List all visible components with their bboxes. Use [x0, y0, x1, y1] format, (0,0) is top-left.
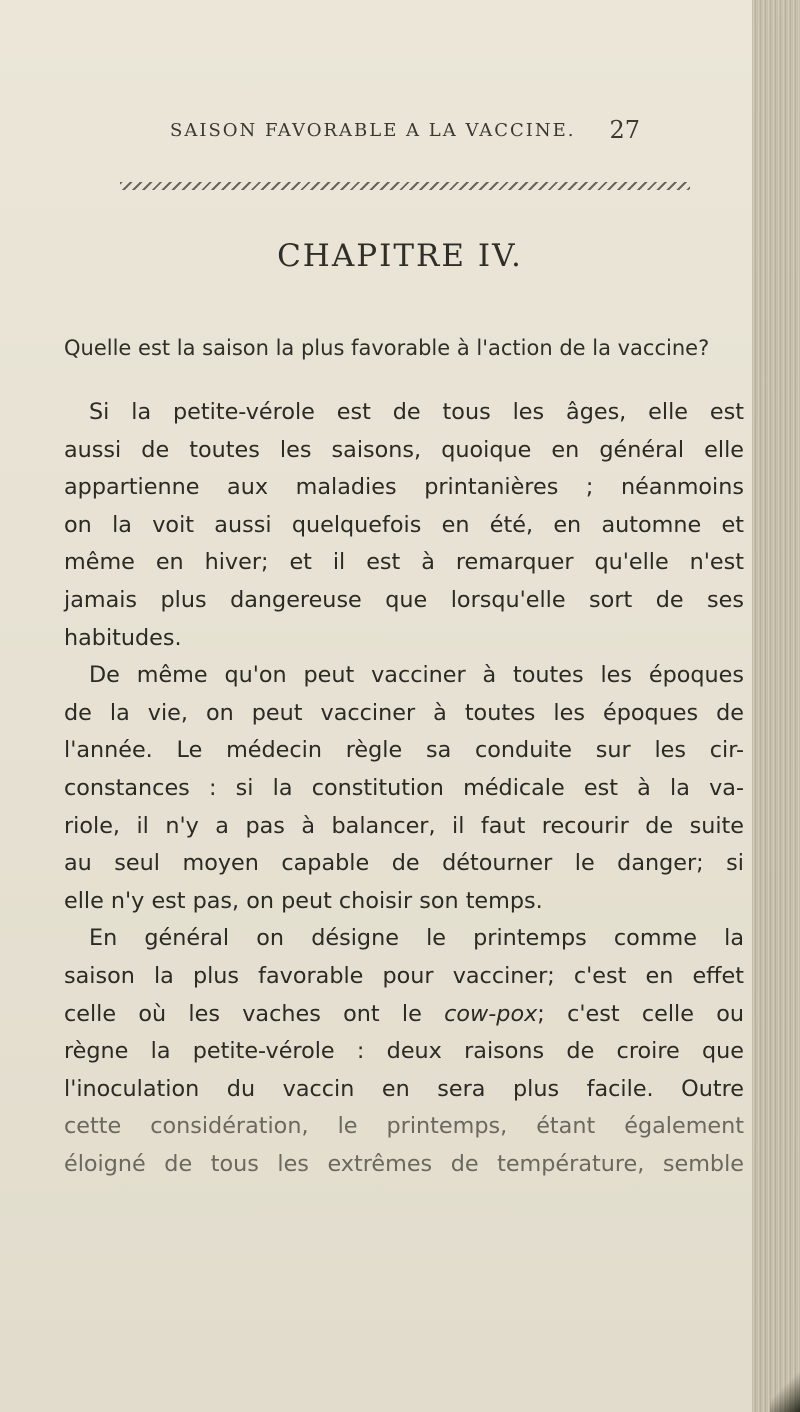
text-line: règne la petite-vérole : deux raisons de croire que: [64, 1038, 744, 1065]
text-line: l'inoculation du vaccin en sera plus facile. Outre: [64, 1075, 744, 1102]
text-line: appartienne aux maladies printanières ; néanmoins: [64, 474, 744, 501]
text-line: elle n'y est pas, on peut choisir son temps.: [64, 887, 543, 914]
page-number: 27: [609, 116, 640, 144]
text-line: l'année. Le médecin règle sa conduite sur les cir-: [64, 737, 744, 764]
paragraph-3: [64, 920, 744, 1183]
paragraph-2: [64, 657, 744, 920]
text-line: Si la petite-vérole est de tous les âges, elle est: [89, 399, 744, 425]
text-line: même en hiver; et il est à remarquer qu'elle n'est: [64, 549, 744, 576]
text-line: au seul moyen capable de détourner le danger; si: [64, 850, 744, 877]
chapter-question: Quelle est la saison la plus favorable à l'action de la vaccine?: [64, 336, 710, 360]
text-line: habitudes.: [64, 624, 182, 651]
text-line: constances : si la constitution médicale est à la va-: [64, 774, 744, 801]
text-line: de la vie, on peut vacciner à toutes les époques de: [64, 699, 744, 726]
text-line: En général on désigne le printemps comme la: [89, 925, 744, 952]
page-corner-shadow: [770, 1372, 800, 1412]
text-fragment: celle où les vaches ont le: [64, 1000, 445, 1027]
italic-term: cow-pox: [444, 1000, 538, 1027]
text-line: De même qu'on peut vacciner à toutes les époques: [89, 662, 744, 689]
text-line: riole, il n'y a pas à balancer, il faut recourir de suite: [64, 812, 744, 839]
paragraph-1: [64, 394, 744, 657]
page-edge: [752, 0, 800, 1412]
chapter-title: CHAPITRE IV.: [277, 238, 523, 274]
text-line: on la voit aussi quelquefois en été, en automne et: [64, 511, 744, 538]
ornamental-rule: [120, 182, 690, 190]
text-fragment: ; c'est celle ou: [537, 1000, 744, 1027]
text-line: éloigné de tous les extrêmes de température, semble: [64, 1150, 744, 1177]
text-line: saison la plus favorable pour vacciner; c'est en effet: [64, 962, 744, 989]
running-title: SAISON FAVORABLE A LA VACCINE.: [170, 120, 576, 141]
text-line: jamais plus dangereuse que lorsqu'elle sort de ses: [64, 586, 744, 613]
body-text: [64, 394, 744, 1183]
text-line: [64, 996, 744, 1034]
running-header: [170, 116, 640, 150]
text-line: cette considération, le printemps, étant également: [64, 1113, 744, 1140]
text-line: aussi de toutes les saisons, quoique en général elle: [64, 436, 744, 463]
